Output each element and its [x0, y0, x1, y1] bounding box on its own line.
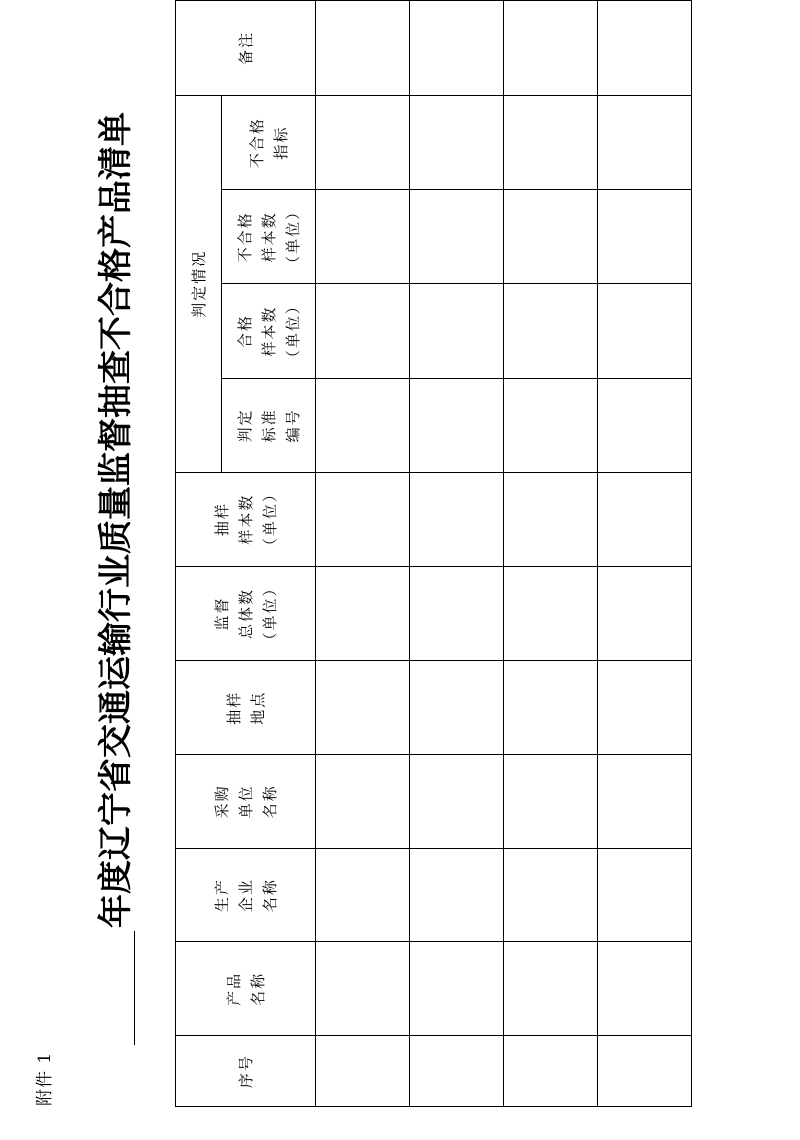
nonconforming-products-table: [175, 0, 692, 1107]
table-cell: [410, 95, 504, 190]
table-row: [598, 1, 692, 1107]
table-cell: [598, 848, 692, 942]
table-cell: [598, 1, 692, 96]
table-cell: [316, 379, 410, 473]
table-cell: [504, 1, 598, 96]
header-index: 序号: [176, 1036, 316, 1107]
table-cell: [598, 755, 692, 849]
table-cell: [598, 95, 692, 190]
table-cell: [504, 284, 598, 379]
table-cell: [316, 942, 410, 1036]
header-standard-number: 判定 标准 编号: [222, 379, 316, 473]
page-title: 年度辽宁省交通运输行业质量监督抽查不合格产品清单: [96, 112, 136, 928]
header-product-name: 产品 名称: [176, 942, 316, 1036]
table-cell: [598, 1036, 692, 1107]
table-cell: [410, 284, 504, 379]
table-cell: [316, 755, 410, 849]
table-cell: [504, 95, 598, 190]
header-supervision-total: 监督 总体数 （单位）: [176, 566, 316, 661]
table-row: [316, 1, 410, 1107]
table-cell: [316, 95, 410, 190]
table-cell: [410, 190, 504, 284]
table-cell: [410, 472, 504, 566]
header-purchaser: 采购 单位 名称: [176, 755, 316, 849]
table-cell: [410, 566, 504, 661]
table-cell: [316, 1036, 410, 1107]
table-cell: [316, 661, 410, 755]
table-cell: [316, 190, 410, 284]
table-cell: [598, 472, 692, 566]
table-body: [316, 1, 692, 1107]
header-sampling-site: 抽样 地点: [176, 661, 316, 755]
table-cell: [598, 942, 692, 1036]
table-cell: [504, 566, 598, 661]
table-cell: [598, 566, 692, 661]
header-sample-count: 抽样 样本数 （单位）: [176, 472, 316, 566]
table-cell: [504, 379, 598, 473]
table-cell: [504, 848, 598, 942]
table-cell: [410, 848, 504, 942]
table-cell: [316, 472, 410, 566]
table-cell: [504, 472, 598, 566]
header-unqualified-items: 不合格 指标: [222, 95, 316, 190]
table-row: [504, 1, 598, 1107]
table-cell: [504, 942, 598, 1036]
table-cell: [504, 755, 598, 849]
table-cell: [410, 942, 504, 1036]
header-unqualified-count: 不合格 样本数 （单位）: [222, 190, 316, 284]
table-cell: [598, 379, 692, 473]
table-cell: [504, 190, 598, 284]
table-cell: [410, 755, 504, 849]
header-judgement-group: 判定情况: [176, 95, 222, 472]
attachment-label: 附件 1: [35, 1051, 55, 1106]
table-cell: [410, 1, 504, 96]
table-cell: [410, 379, 504, 473]
table-row: [410, 1, 504, 1107]
table-cell: [410, 1036, 504, 1107]
table-cell: [598, 661, 692, 755]
title-blank-line: [134, 931, 135, 1045]
table-cell: [316, 848, 410, 942]
table-cell: [598, 284, 692, 379]
table-cell: [316, 284, 410, 379]
table-cell: [504, 1036, 598, 1107]
header-manufacturer: 生产 企业 名称: [176, 848, 316, 942]
table-cell: [598, 190, 692, 284]
header-remarks: 备注: [176, 1, 316, 96]
table-cell: [410, 661, 504, 755]
table-cell: [316, 1, 410, 96]
table-cell: [316, 566, 410, 661]
header-qualified-count: 合格 样本数 （单位）: [222, 284, 316, 379]
table-cell: [504, 661, 598, 755]
